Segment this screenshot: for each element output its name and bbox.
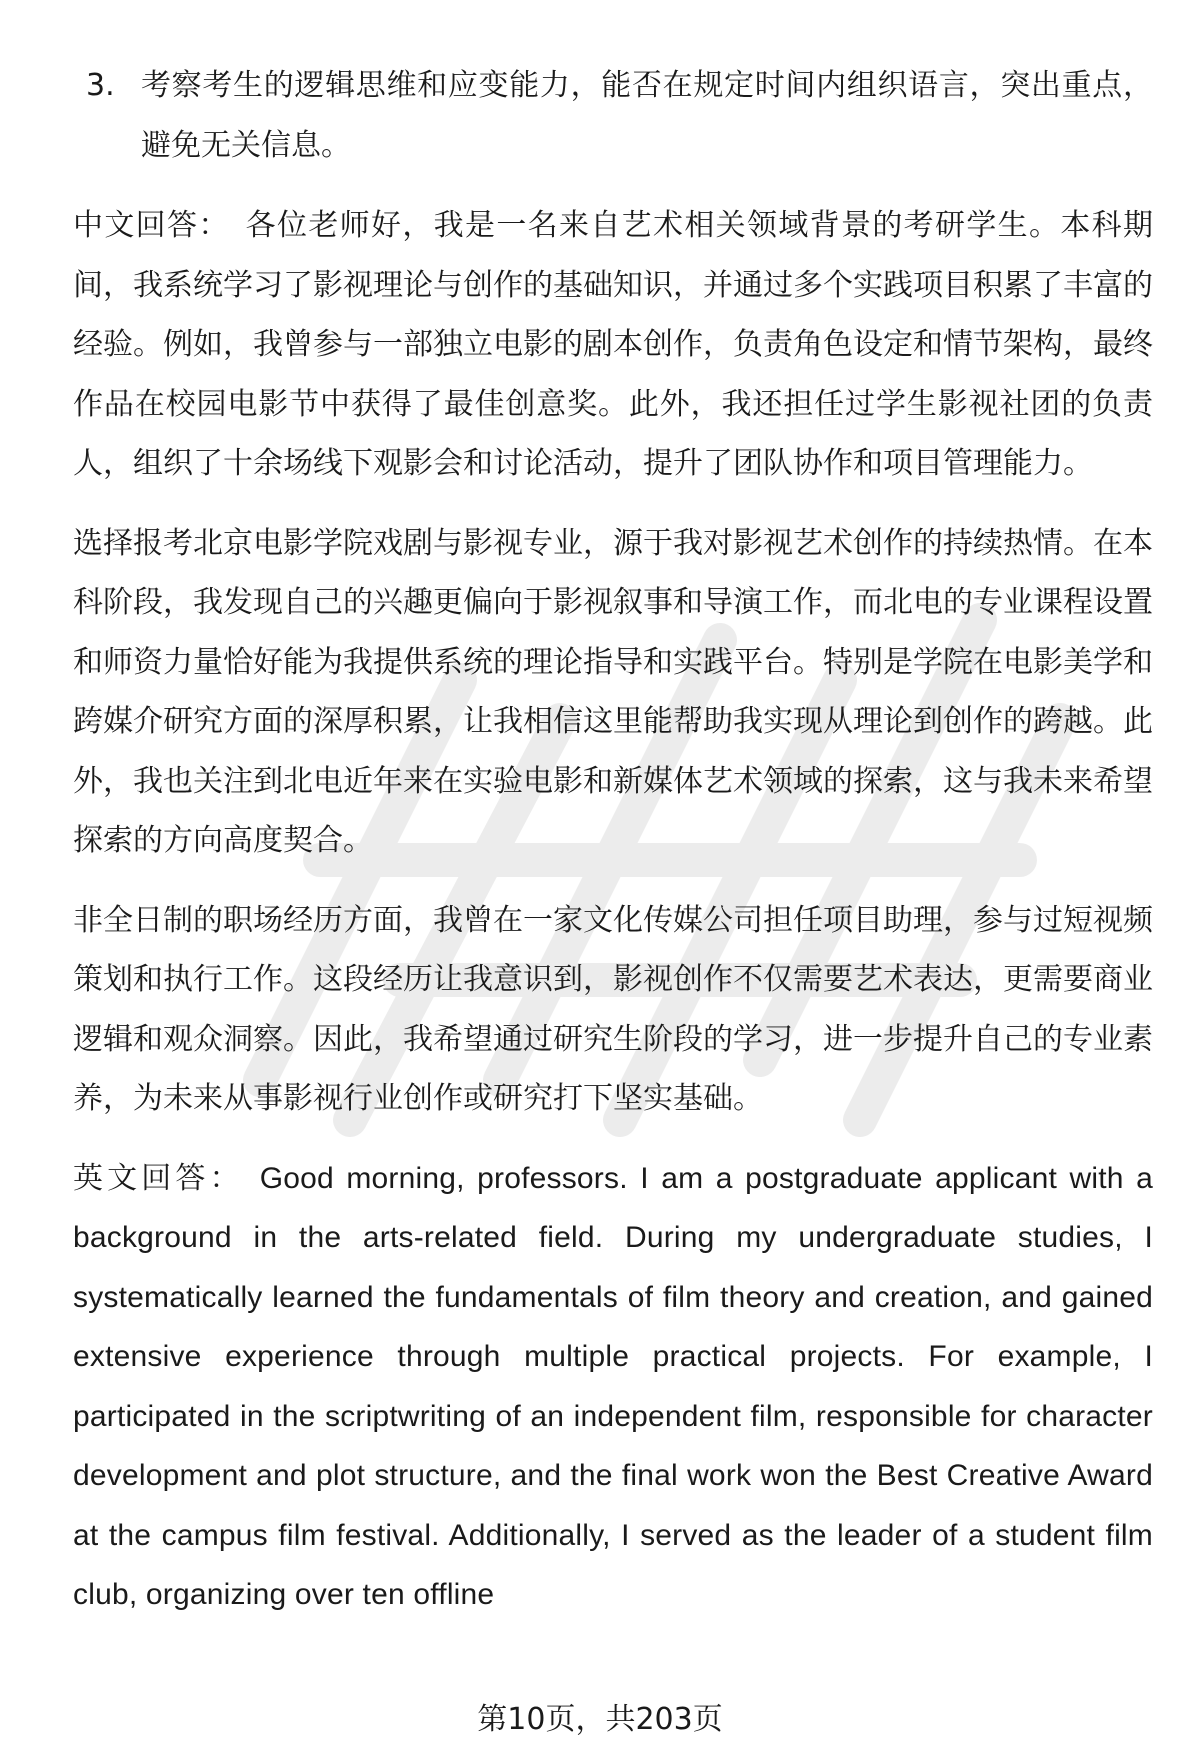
chinese-answer-text-1: 各位老师好，我是一名来自艺术相关领域背景的考研学生。本科期间，我系统学习了影视理论与创作的基础知识，并通过多个实践项目积累了丰富的经验。例如，我曾参与一部独立电影的剧本创作，负责角色设定和情节架构，最终作品在校园电影节中获得了最佳创意奖。此外，我还担任过学生影视社团的负责人，组织了十余场线下观影会和讨论活动，提升了团队协作和项目管理能力。: [73, 208, 1154, 481]
english-answer-label: 英文回答：: [73, 1161, 244, 1195]
list-item: [73, 56, 1153, 176]
chinese-answer-paragraph-3: 非全日制的职场经历方面，我曾在一家文化传媒公司担任项目助理，参与过短视频策划和执行工作。这段经历让我意识到，影视创作不仅需要艺术表达，更需要商业逻辑和观众洞察。因此，我希望通过研究生阶段的学习，进一步提升自己的专业素养，为未来从事影视行业创作或研究打下坚实基础。: [73, 902, 1153, 1116]
page-footer: 第10页，共203页: [477, 1702, 723, 1737]
english-answer-text-1: Good morning, professors. I am a postgraduate applicant with a background in the arts-related field. During my undergraduate studies, I systematically learned the fundamentals of film theory and creation, and gained extensive experience through multiple practical projects. For example, I participated in the scriptwriting of an independent film, responsible for character development and plot structure, and the final work won the Best Creative Award at the campus film festival. Additionally, I served as the leader of a student film club, organizing over ten offline: [73, 1161, 1153, 1611]
list-number: 3.: [86, 68, 115, 103]
chinese-answer-label: 中文回答：: [73, 208, 230, 243]
english-answer-paragraph-1: [73, 1149, 1153, 1625]
list-text: 考察考生的逻辑思维和应变能力，能否在规定时间内组织语言，突出重点，避免无关信息。: [141, 68, 1153, 163]
document-body: [73, 56, 1153, 1645]
chinese-answer-paragraph-2: 选择报考北京电影学院戏剧与影视专业，源于我对影视艺术创作的持续热情。在本科阶段，我发现自己的兴趣更偏向于影视叙事和导演工作，而北电的专业课程设置和师资力量恰好能为我提供系统的理论指导和实践平台。特别是学院在电影美学和跨媒介研究方面的深厚积累，让我相信这里能帮助我实现从理论到创作的跨越。此外，我也关注到北电近年来在实验电影和新媒体艺术领域的探索，这与我未来希望探索的方向高度契合。: [73, 525, 1153, 858]
chinese-answer-paragraph-1: [73, 196, 1153, 494]
